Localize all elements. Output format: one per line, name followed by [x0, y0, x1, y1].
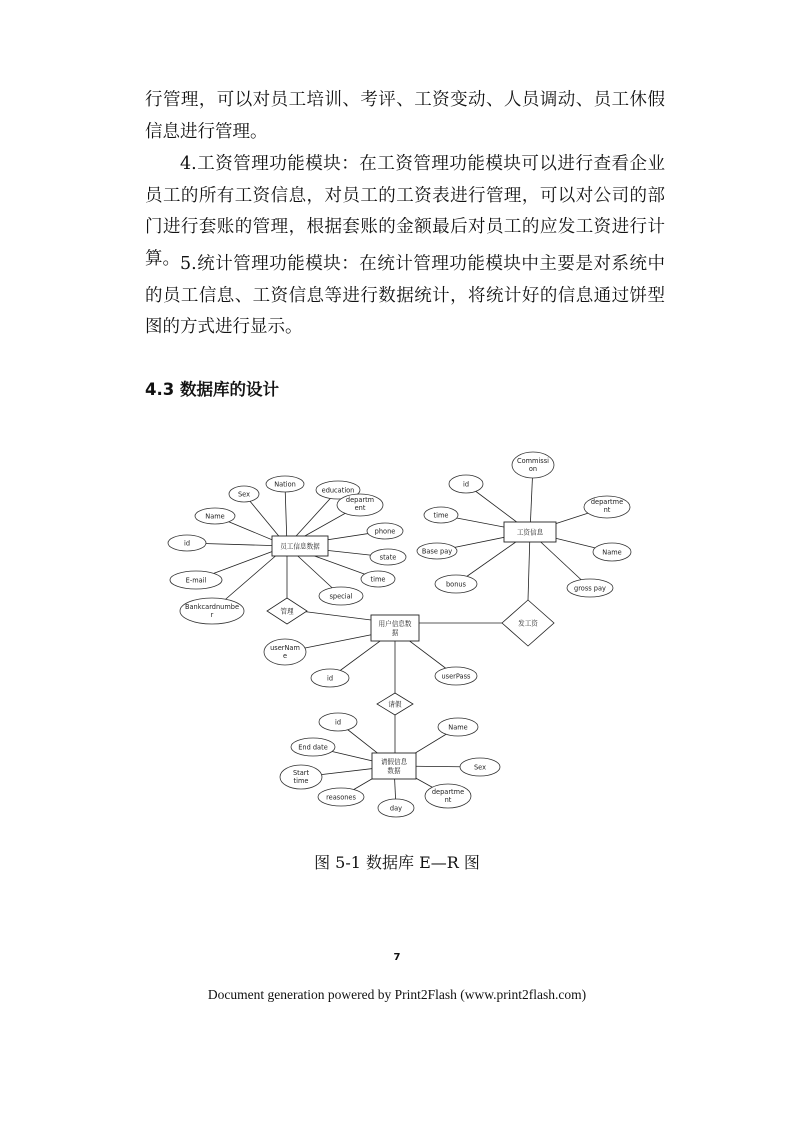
entity-user: 用户信息数 — [378, 620, 412, 628]
attr-label: Sex — [473, 763, 487, 772]
attr-label: id — [334, 718, 342, 727]
attr-label: time — [433, 511, 449, 520]
attr-label: userNam — [270, 644, 300, 652]
attr-label: End date — [298, 743, 328, 752]
attr-label: state — [379, 553, 397, 562]
attr-label: Sex — [237, 490, 251, 499]
attr-label: bonus — [445, 580, 467, 589]
entity-salary: 工资信息 — [516, 528, 544, 537]
attr-label: id — [183, 539, 191, 548]
body-paragraph: 5.统计管理功能模块：在统计管理功能模块中主要是对系统中的员工信息、工资信息等进行数据统计，将统计好的信息通过饼型图的方式进行显示。 — [145, 254, 665, 337]
attr-label: nt — [444, 796, 452, 804]
attr-label: gross pay — [574, 584, 606, 593]
attr-label: phone — [374, 527, 396, 536]
entity-leave: 请假信息 — [380, 758, 408, 766]
attr-label: Bankcardnumbe — [184, 603, 240, 611]
attr-label: Name — [448, 723, 468, 732]
attr-label: e — [282, 652, 288, 660]
body-paragraph: 4.工资管理功能模块：在工资管理功能模块可以进行查看企业员工的所有工资信息，对员工的工资表进行管理，可以对公司的部门进行套账的管理，根据套账的金额最后对员工的应发工资进行计算。 — [145, 154, 665, 269]
attr-label: id — [326, 674, 334, 683]
attr-label: ent — [354, 504, 366, 512]
body-paragraph: 行管理，可以对员工培训、考评、工资变动、人员调动、员工休假信息进行管理。 — [145, 90, 665, 142]
attr-label: departm — [345, 496, 375, 504]
attr-label: nt — [603, 506, 611, 514]
footer-text: Document generation powered by Print2Flash (www.print2flash.com) — [207, 987, 587, 1002]
attr-label: Nation — [274, 480, 296, 489]
relation-request: 请假 — [388, 700, 402, 709]
relation-pay: 发工资 — [518, 619, 538, 628]
entity-leave: 数据 — [387, 767, 401, 775]
attr-label: id — [462, 480, 470, 489]
figure-caption: 图 5-1 数据库 E—R 图 — [314, 853, 480, 872]
attr-label: time — [370, 575, 386, 584]
attr-label: r — [210, 611, 214, 619]
attr-label: time — [293, 777, 309, 785]
attr-label: userPass — [441, 672, 471, 681]
attr-label: day — [389, 804, 403, 813]
relation-manage: 管理 — [280, 607, 294, 616]
attr-label: on — [528, 465, 538, 473]
attr-label: E-mail — [185, 576, 207, 585]
attr-label: departme — [431, 788, 465, 796]
entity-user: 据 — [391, 629, 399, 637]
attr-label: special — [329, 592, 353, 601]
attr-label: education — [321, 486, 355, 495]
entity-employee: 员工信息数据 — [280, 542, 320, 551]
attr-label: Commissi — [516, 457, 550, 465]
attr-label: Base pay — [421, 547, 453, 556]
page-number: 7 — [393, 952, 401, 963]
attr-label: Name — [205, 512, 225, 521]
attr-label: Name — [602, 548, 622, 557]
er-diagram — [160, 450, 640, 830]
attr-label: Start — [292, 769, 310, 777]
section-heading: 4.3 数据库的设计 — [145, 380, 279, 399]
attr-label: departme — [590, 498, 624, 506]
attr-label: reasones — [326, 793, 356, 802]
